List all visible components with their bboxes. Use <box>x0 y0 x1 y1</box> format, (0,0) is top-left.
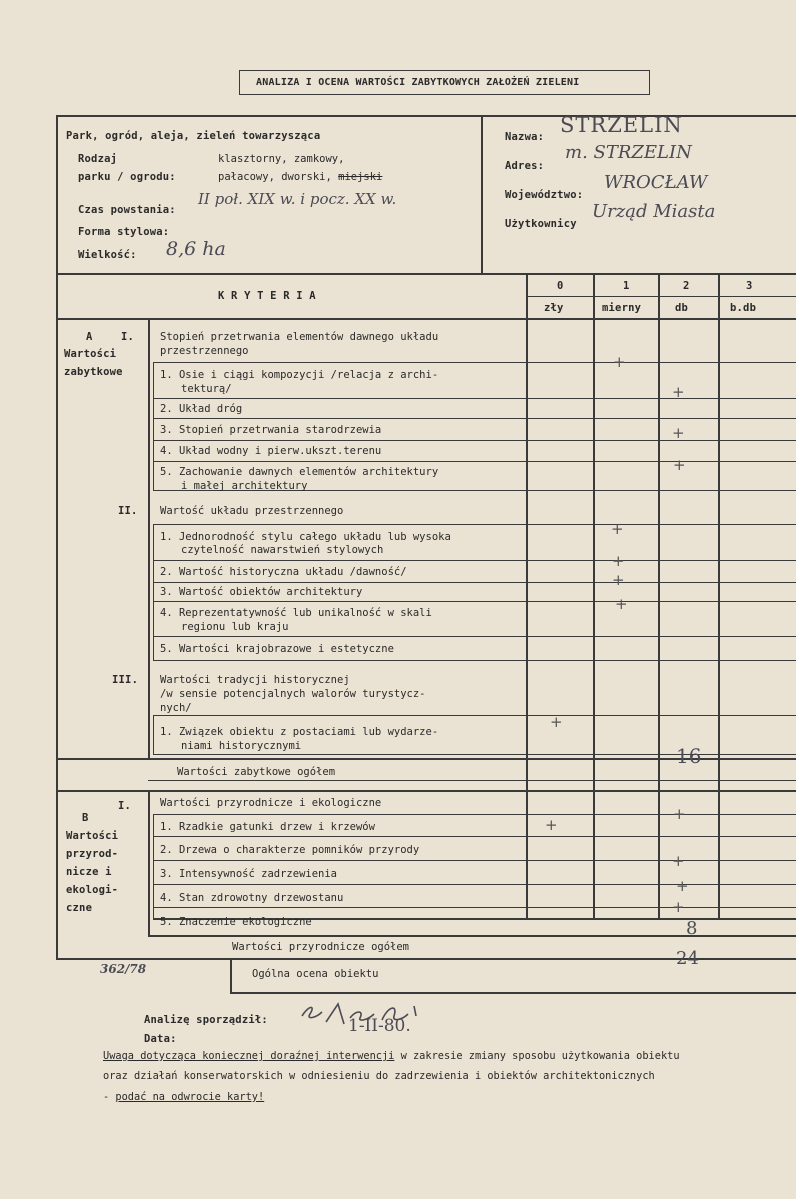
col-line-2 <box>658 273 660 918</box>
sectionB-name-2: przyrod- <box>66 848 119 860</box>
col-label-2: db <box>675 302 689 314</box>
sectionA-letter: A <box>86 331 93 343</box>
rodzaj-options-2-text: pałacowy, dworski, <box>218 171 332 183</box>
sectionB-item-1: 1. Rzadkie gatunki drzew i krzewów <box>160 821 375 833</box>
reference-number: 362/78 <box>100 962 147 976</box>
sectionA-iii-roman: III. <box>112 674 139 686</box>
sectionA-item-5b: i małej architektury <box>181 480 308 492</box>
sectionA-roman: I. <box>121 331 135 343</box>
sectionB-roman: I. <box>118 800 132 812</box>
sectionA-iii-head-2: /w sensie potencjalnych walorów turystycz- <box>160 688 426 700</box>
col-num-0: 0 <box>557 280 564 292</box>
mark-B-5: + <box>672 898 685 916</box>
header-bottom <box>56 273 796 275</box>
sectionA-name-1: Wartości <box>64 348 117 360</box>
nazwa-label: Nazwa: <box>505 131 545 143</box>
totalB-top <box>148 935 796 937</box>
sectionA-iii-head-3: nych/ <box>160 702 192 714</box>
sectionA-item-5a: 5. Zachowanie dawnych elementów architektury <box>160 466 439 478</box>
kryteria-label: K R Y T E R I A <box>218 290 316 302</box>
uwaga-rest: w zakresie zmiany sposobu użytkowania obiektu <box>400 1050 680 1062</box>
mark-A-II-4: + <box>615 595 628 613</box>
wojewodztwo-value: WROCŁAW <box>604 172 708 193</box>
row-line <box>153 836 796 837</box>
czas-label: Czas powstania: <box>78 204 176 216</box>
rodzaj-options-struck: miejski <box>338 171 383 183</box>
sectionB-letter: B <box>82 812 89 824</box>
sectionA-ii-5: 5. Wartości krajobrazowe i estetyczne <box>160 643 394 655</box>
wielkosc-value: 8,6 ha <box>166 238 226 260</box>
uwaga-line-1 <box>103 1050 680 1062</box>
ogolna-label: Ogólna ocena obiektu <box>252 968 379 980</box>
sectionA-iii-head-1: Wartości tradycji historycznej <box>160 674 350 686</box>
sectionB-top <box>56 790 796 792</box>
data-value: 1-II-80. <box>348 1016 411 1036</box>
rodzaj-options-2 <box>218 171 382 183</box>
row-line <box>153 814 796 815</box>
sectionA-ii-1b: czytelność nawarstwień stylowych <box>181 544 384 556</box>
col-line-0 <box>526 273 528 918</box>
mark-A-I-3: + <box>672 424 685 442</box>
sectionA-item-2: 2. Układ dróg <box>160 403 243 415</box>
parku-label: parku / ogrodu: <box>78 171 176 183</box>
sectionA-ii-2: 2. Wartość historyczna układu /dawność/ <box>160 566 407 578</box>
sectionB-item-4: 4. Stan zdrowotny drzewostanu <box>160 892 344 904</box>
row-line <box>153 907 796 908</box>
wielkosc-label: Wielkość: <box>78 249 137 261</box>
row-line <box>153 560 796 561</box>
sectionA-divider <box>148 318 150 758</box>
sectionA-item-3: 3. Stopień przetrwania starodrzewia <box>160 424 382 436</box>
document-title: ANALIZA I OCENA WARTOŚCI ZABYTKOWYCH ZAŁOŻEŃ ZIELENI <box>256 77 580 88</box>
sectionB-item-3: 3. Intensywność zadrzewienia <box>160 868 338 880</box>
sectionA-head-2: przestrzennego <box>160 345 249 357</box>
row-line <box>153 398 796 399</box>
sectionB-name-1: Wartości <box>66 830 119 842</box>
col-num-1: 1 <box>623 280 630 292</box>
mark-B-3: + <box>672 852 685 870</box>
row-line <box>153 636 796 637</box>
sectionA-ii-3: 3. Wartość obiektów architektury <box>160 586 363 598</box>
sectionA-ii-head: Wartość układu przestrzennego <box>160 505 344 517</box>
mark-A-II-2: + <box>612 552 625 570</box>
sporzadzil-label: Analizę sporządził: <box>144 1014 268 1026</box>
ogolna-bottom <box>230 992 796 994</box>
rodzaj-options-1: klasztorny, zamkowy, <box>218 153 345 165</box>
nazwa-value: STRZELIN <box>560 113 683 137</box>
sectionB-total-label: Wartości przyrodnicze ogółem <box>232 941 410 953</box>
row-line <box>153 524 796 525</box>
mark-A-II-3: + <box>612 571 625 589</box>
uwaga-line-2: oraz działań konserwatorskich w odniesieniu do zadrzewienia i obiektów architektonicznych <box>103 1070 655 1082</box>
czas-value: II poł. XIX w. i pocz. XX w. <box>198 190 397 208</box>
row-line <box>153 884 796 885</box>
mark-A-II-1: + <box>611 520 624 538</box>
sectionA-item-1a: 1. Osie i ciągi kompozycji /relacja z archi- <box>160 369 439 381</box>
mark-A-I-1: + <box>613 353 626 371</box>
sectionA-name-2: zabytkowe <box>64 366 123 378</box>
row-line <box>153 601 796 602</box>
row-line <box>153 715 796 716</box>
row-line <box>153 362 796 363</box>
mark-A-I-5: + <box>673 456 686 474</box>
row-line <box>153 660 796 661</box>
sectionA-iii-1a: 1. Związek obiektu z postaciami lub wydarze- <box>160 726 439 738</box>
itemsII-left <box>153 524 154 660</box>
sectionB-name-4: ekologi- <box>66 884 119 896</box>
sectionB-head: Wartości przyrodnicze i ekologiczne <box>160 797 382 809</box>
uwaga-underlined: Uwaga dotycząca koniecznej doraźnej interwencji <box>103 1050 395 1062</box>
row-line <box>153 418 796 419</box>
sectionA-ii-roman: II. <box>118 505 138 517</box>
cols-number-divider <box>526 296 796 297</box>
kryteria-bottom <box>56 318 796 320</box>
itemsI-left <box>153 362 154 490</box>
ogolna-value: 24 <box>676 948 699 969</box>
sectionB-item-2: 2. Drzewa o charakterze pomników przyrody <box>160 844 420 856</box>
sectionA-item-4: 4. Układ wodny i pierw.ukszt.terenu <box>160 445 382 457</box>
frame-top <box>56 115 796 117</box>
adres-label: Adres: <box>505 160 545 172</box>
mark-A-III-1: + <box>550 713 563 731</box>
sectionA-total-label: Wartości zabytkowe ogółem <box>177 766 336 778</box>
sectionB-divider <box>148 790 150 935</box>
ogolna-left <box>230 958 232 994</box>
header-divider <box>481 115 483 273</box>
mark-A-I-2: + <box>672 383 685 401</box>
col-num-2: 2 <box>683 280 690 292</box>
row-line <box>153 461 796 462</box>
sectionB-total-value: 8 <box>686 918 698 939</box>
totalA-line <box>148 780 796 781</box>
rodzaj-label: Rodzaj <box>78 153 118 165</box>
sectionA-head-1: Stopień przetrwania elementów dawnego układu <box>160 331 439 343</box>
mark-B-2: + <box>545 816 558 834</box>
data-label: Data: <box>144 1033 177 1045</box>
col-num-3: 3 <box>746 280 753 292</box>
col-label-0: zły <box>544 302 564 314</box>
uwaga-dash: - <box>103 1091 110 1103</box>
mark-B-1: + <box>673 805 686 823</box>
sectionA-ii-1a: 1. Jednorodność stylu całego układu lub wysoka <box>160 531 451 543</box>
sectionA-iii-1b: niami historycznymi <box>181 740 302 752</box>
row-line <box>153 440 796 441</box>
sectionA-total-value: 16 <box>676 744 702 768</box>
uwaga-line-3 <box>103 1091 264 1103</box>
col-line-3 <box>718 273 720 918</box>
adres-value: m. STRZELIN <box>565 142 692 163</box>
row-line <box>153 582 796 583</box>
sectionB-name-5: czne <box>66 902 93 914</box>
col-label-1: mierny <box>602 302 642 314</box>
itemsIII-left <box>153 715 154 754</box>
col-label-3: b.db <box>730 302 757 314</box>
sectionA-ii-4a: 4. Reprezentatywność lub unikalność w skali <box>160 607 432 619</box>
wojewodztwo-label: Województwo: <box>505 189 584 201</box>
frame-left <box>56 115 58 960</box>
uwaga-note: podać na odwrocie karty! <box>115 1091 265 1103</box>
itemsB-left <box>153 814 154 918</box>
row-line <box>153 860 796 861</box>
mark-B-4: + <box>676 877 689 895</box>
uzytkownicy-label: Użytkownicy <box>505 218 577 230</box>
forma-label: Forma stylowa: <box>78 226 170 238</box>
col-line-1 <box>593 273 595 918</box>
sectionA-item-1b: tekturą/ <box>181 383 232 395</box>
sectionB-name-3: nicze i <box>66 866 112 878</box>
sectionA-ii-4b: regionu lub kraju <box>181 621 289 633</box>
sectionB-item-5: 5. Znaczenie ekologiczne <box>160 916 312 928</box>
object-type-line: Park, ogród, aleja, zieleń towarzysząca <box>66 130 321 142</box>
uzytkownicy-value: Urząd Miasta <box>592 201 716 222</box>
